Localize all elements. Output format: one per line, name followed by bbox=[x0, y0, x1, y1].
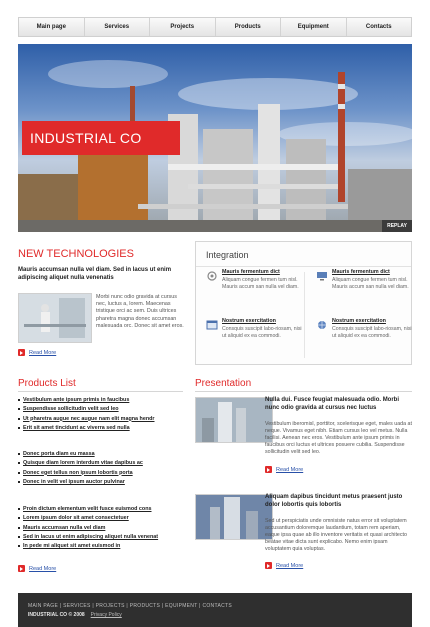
list-item[interactable]: In pede mi aliquet sit amet euismod in bbox=[18, 542, 188, 551]
presentation-heading: Presentation bbox=[195, 378, 252, 389]
products-list-group-3 bbox=[18, 505, 188, 551]
read-more-label: Read More bbox=[29, 349, 57, 356]
presentation-read-more-1[interactable] bbox=[265, 466, 303, 473]
monitor-icon bbox=[316, 271, 328, 281]
hero-banner bbox=[18, 44, 412, 232]
arrow-right-icon bbox=[265, 562, 272, 569]
nav-main-page[interactable]: Main page bbox=[19, 18, 85, 36]
integration-item bbox=[332, 269, 417, 291]
presentation-read-more-2[interactable] bbox=[265, 562, 303, 569]
nav-products[interactable]: Products bbox=[216, 18, 282, 36]
new-tech-heading: NEW TECHNOLOGIES bbox=[18, 248, 134, 260]
list-item[interactable]: Lorem ipsum dolor sit amet consectetuer bbox=[18, 514, 188, 523]
integration-item-title[interactable]: Mauris fermentum dict bbox=[332, 269, 390, 275]
list-item[interactable]: Mauris accumsan nulla vel diam bbox=[18, 524, 188, 533]
integration-item bbox=[332, 318, 417, 340]
list-item[interactable]: Donec eget tellus non ipsum lobortis porta bbox=[18, 469, 188, 478]
read-more-label: Read More bbox=[276, 562, 304, 569]
presentation-item-title: Aliquam dapibus tincidunt metus praesent justo dolor lobortis quis lobortis bbox=[265, 494, 403, 508]
products-read-more[interactable] bbox=[18, 565, 56, 572]
list-item[interactable]: Suspendisse sollicitudin velit sed leo bbox=[18, 405, 188, 414]
nav-projects[interactable]: Projects bbox=[150, 18, 216, 36]
footer-copyright bbox=[28, 612, 122, 618]
gear-icon bbox=[206, 271, 218, 281]
divider bbox=[195, 391, 412, 392]
top-nav bbox=[18, 17, 412, 37]
divider bbox=[196, 266, 411, 267]
privacy-link[interactable]: Privacy Policy bbox=[90, 612, 122, 618]
products-list-group-1 bbox=[18, 396, 188, 433]
integration-item-title[interactable]: Mauris fermentum dict bbox=[222, 269, 280, 275]
arrow-right-icon bbox=[18, 565, 25, 572]
arrow-right-icon bbox=[265, 466, 272, 473]
integration-item-text: Consquis suscipit labo-riosam, nisi ut aliquid ex ea commodi. bbox=[222, 326, 302, 339]
presentation-image-1 bbox=[195, 397, 273, 443]
footer-links[interactable]: MAIN PAGE | SERVICES | PROJECTS | PRODUCTS | EQUIPMENT | CONTACTS bbox=[28, 603, 232, 609]
integration-item-title[interactable]: Nostrum exercitation bbox=[222, 318, 276, 324]
list-item[interactable]: Erit sit amet tincidunt ac viverra sed nulla bbox=[18, 424, 188, 433]
replay-button[interactable]: REPLAY bbox=[382, 220, 412, 232]
products-list-group-2 bbox=[18, 450, 188, 487]
integration-item-text: Consquis suscipit labo-riosam, nisi ut aliquid ex ea commodi. bbox=[332, 326, 412, 339]
integration-item bbox=[222, 269, 307, 291]
list-item[interactable]: Vestibulum ante ipsum primis in faucibus bbox=[18, 396, 188, 405]
integration-item bbox=[222, 318, 307, 340]
read-more-label: Read More bbox=[29, 565, 57, 572]
globe-icon bbox=[316, 320, 328, 330]
presentation-image-2 bbox=[195, 494, 273, 540]
nav-contacts[interactable]: Contacts bbox=[365, 24, 392, 30]
products-heading: Products List bbox=[18, 378, 76, 389]
hero-title: INDUSTRIAL CO bbox=[22, 121, 180, 155]
list-item[interactable]: Quisque diam lorem interdum vitae dapibus ac bbox=[18, 459, 188, 468]
worker-photo bbox=[18, 293, 92, 343]
copyright-text: INDUSTRIAL CO © 2008 bbox=[28, 612, 85, 618]
list-item[interactable]: Donec porta diam eu massa bbox=[18, 450, 188, 459]
read-more-label: Read More bbox=[276, 466, 304, 473]
nav-services[interactable]: Services bbox=[85, 18, 151, 36]
presentation-item-text: Vestibulum iberomisl, porttitor, scelerisque eget, males uada at neque. Vivamus eget nibh. Etiam cursus leo vel metus. Nulla facilisi. Aenean nec eros. Vestibulum ante ipsum primis in faucibus orci luctus et ultrices posuere cubilia. Suspendisse sollicitudin velit sed leo. bbox=[265, 421, 412, 455]
list-item[interactable]: Ut pharetra augue nec augue nam elit magna hendr bbox=[18, 415, 188, 424]
new-tech-body: Morbi nunc odio gravida at cursus nec, luctus a, lorem. Maecenas tristique orci ac sem. Duis ultrices pharetra magna donec accumsan malesuada orc. Donec sit amet eros. bbox=[96, 294, 184, 329]
new-tech-read-more[interactable] bbox=[18, 349, 56, 356]
integration-panel bbox=[195, 241, 412, 365]
integration-heading: Integration bbox=[206, 250, 249, 260]
arrow-right-icon bbox=[18, 349, 25, 356]
footer bbox=[18, 593, 412, 627]
integration-item-title[interactable]: Nostrum exercitation bbox=[332, 318, 386, 324]
divider bbox=[18, 391, 183, 392]
integration-item-text: Aliquam congue fermen tum nisl. Mauris accum san nulla vel diam. bbox=[222, 277, 299, 290]
list-item[interactable]: Proin dictum elementum velit fusce euismod cons bbox=[18, 505, 188, 514]
window-icon bbox=[206, 320, 218, 330]
list-item[interactable]: Donec in velit vel ipsum auctor pulvinar bbox=[18, 478, 188, 487]
new-tech-lead: Mauris accumsan nulla vel diam. Sed in lacus ut enim adipiscing aliquet nulla venenatis bbox=[18, 267, 172, 281]
nav-equipment[interactable]: Equipment bbox=[281, 18, 347, 36]
list-item[interactable]: Sed in lacus ut enim adipiscing aliquet nulla venenat bbox=[18, 533, 188, 542]
integration-item-text: Aliquam congue fermen tum nisl. Mauris accum san nulla vel diam. bbox=[332, 277, 409, 290]
presentation-item-title: Nulla dui. Fusce feugiat malesuada odio. Morbi nunc odio gravida at cursus nec luctus bbox=[265, 397, 400, 411]
presentation-item-text: Sed ut perspiciatis unde omnisiste natus error sit voluptatem accusantium doloremque laudantium, totam rem aperiam, eaque ipsa quae ab illo inventore veritatis et quasi architecto beatae vitae dicta sunt explicabo. Nemo enim ipsam voluptatem quia voluptas. bbox=[265, 518, 407, 552]
